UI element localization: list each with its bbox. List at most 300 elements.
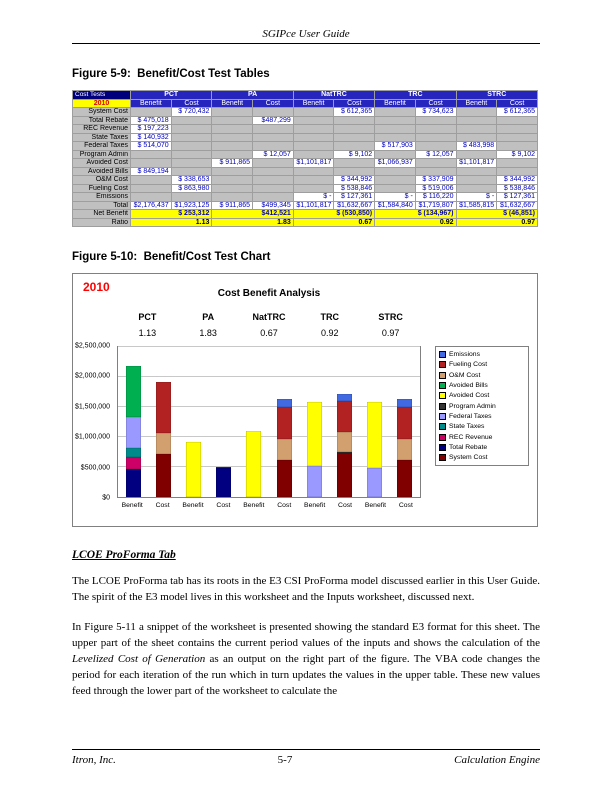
segment-emissions (277, 399, 292, 407)
y-tick-label: $1,000,000 (74, 433, 110, 441)
table-cell (212, 116, 253, 125)
bar-PCT-Cost (156, 347, 171, 497)
table-cell (212, 184, 253, 193)
y-tick-label: $2,500,000 (74, 342, 110, 350)
table-cell: $1,101,817 (293, 159, 334, 168)
table-cell (253, 133, 294, 142)
table-cell: $ - (456, 193, 497, 202)
table-cell: $ 514,070 (131, 142, 172, 151)
table-group-header: NatTRC (293, 91, 374, 100)
chart-group-header-row (117, 312, 421, 322)
chart-group-ratio: 0.97 (381, 328, 400, 338)
chart-ratio-row (117, 328, 421, 338)
x-axis-label: Cost (155, 502, 170, 509)
table-cell (375, 116, 416, 125)
table-cell: $ 127,361 (334, 193, 375, 202)
paragraph-2-text-b: as an output on the right part of the figure. The VBA code changes the period for each iteration of the run which in turn updates the values in the upper table. These new values feed through the lower part of the worksheet to calculate the (72, 652, 540, 697)
table-cell: $ 538,846 (497, 184, 538, 193)
table-cell (456, 176, 497, 185)
table-subheader-cell: Cost (253, 99, 294, 108)
table-net-cell: $ (46,851) (456, 210, 538, 219)
bar-slot (239, 347, 269, 497)
x-axis-labels (117, 502, 421, 509)
legend-item (439, 382, 525, 389)
legend-item (439, 403, 525, 410)
table-cell: $ 911,865 (212, 159, 253, 168)
legend-label: REC Revenue (449, 433, 493, 441)
table-total-row (73, 201, 538, 210)
table-cell (253, 159, 294, 168)
table-cell: $ 519,006 (415, 184, 456, 193)
segment-o-m-cost (277, 439, 292, 460)
table-subheader-row (73, 99, 538, 108)
table-cell (293, 184, 334, 193)
table-cell (253, 193, 294, 202)
table-cell (171, 142, 212, 151)
legend-label: Avoided Bills (449, 381, 488, 389)
table-cell (171, 116, 212, 125)
table-subheader-cell: Benefit (131, 99, 172, 108)
table-year-cell: 2010 (73, 99, 131, 108)
table-cell: $ 344,992 (497, 176, 538, 185)
table-cell (293, 108, 334, 117)
cost-benefit-analysis-chart (72, 273, 538, 527)
table-cell: $ 127,361 (497, 193, 538, 202)
table-cell (131, 150, 172, 159)
x-axis-label: Benefit (182, 502, 204, 509)
segment-system-cost (397, 460, 412, 497)
table-total-cell: $1,585,815 (456, 201, 497, 210)
row-label: Total (73, 201, 131, 210)
table-cell (293, 176, 334, 185)
bar-PCT-Benefit (126, 347, 141, 497)
table-subheader-cell: Benefit (212, 99, 253, 108)
table-cell (415, 142, 456, 151)
table-cell: $ 517,903 (375, 142, 416, 151)
table-cell: $ 475,018 (131, 116, 172, 125)
segment-federal-taxes (367, 468, 382, 497)
table-cell (334, 142, 375, 151)
legend-item (439, 392, 525, 399)
table-cell (497, 116, 538, 125)
paragraph-2-text-a: In Figure 5-11 a snippet of the worksheet is presented showing the standard E3 format for this sheet. The upper part of the sheet contains the current period values of the inputs and shows the calculation of the (72, 620, 540, 649)
table-ratio-cell: 0.92 (375, 218, 456, 227)
chart-year-label: 2010 (83, 280, 110, 294)
segment-total-rebate (216, 468, 231, 497)
table-cell (253, 125, 294, 134)
table-cell (253, 142, 294, 151)
legend-swatch (439, 372, 446, 379)
legend-swatch (439, 444, 446, 451)
figure-5-10-caption: Figure 5-10: Benefit/Cost Test Chart (72, 251, 271, 263)
legend-label: State Taxes (449, 423, 485, 431)
legend-swatch (439, 392, 446, 399)
bar-slot (329, 347, 359, 497)
table-cell (212, 125, 253, 134)
table-cell (293, 150, 334, 159)
table-cell: $ 12,057 (415, 150, 456, 159)
segment-fueling-cost (337, 401, 352, 432)
segment-rec-revenue (126, 457, 141, 469)
legend-label: Program Admin (449, 402, 496, 410)
table-cell (171, 125, 212, 134)
x-axis-label: Benefit (121, 502, 143, 509)
legend-item (439, 423, 525, 430)
table-row (73, 159, 538, 168)
table-cell (415, 167, 456, 176)
table-cell: $ 849,194 (131, 167, 172, 176)
paragraph-2-italic: Levelized Cost of Generation (72, 652, 206, 665)
row-label: System Cost (73, 108, 131, 117)
page-footer (72, 749, 540, 766)
table-cell (253, 108, 294, 117)
table-cell (253, 176, 294, 185)
table-total-cell: $2,176,437 (131, 201, 172, 210)
segment-avoided-cost (307, 402, 322, 466)
table-net-cell: $412,521 (212, 210, 293, 219)
segment-emissions (397, 399, 412, 407)
table-total-cell: $1,923,125 (171, 201, 212, 210)
table-cell (293, 133, 334, 142)
table-cell (171, 193, 212, 202)
legend-swatch (439, 454, 446, 461)
table-cell (334, 159, 375, 168)
segment-avoided-bills (126, 366, 141, 417)
table-cell (456, 108, 497, 117)
table-cell (131, 159, 172, 168)
table-ratio-cell: 0.67 (293, 218, 374, 227)
table-cell (456, 125, 497, 134)
x-axis-label: Benefit (243, 502, 265, 509)
row-label: Fueling Cost (73, 184, 131, 193)
row-label: Program Admin (73, 150, 131, 159)
table-row (73, 167, 538, 176)
segment-federal-taxes (126, 417, 141, 448)
chart-group-label: STRC (378, 312, 403, 322)
table-cell (497, 133, 538, 142)
paragraph-2 (72, 620, 540, 700)
table-cell (293, 116, 334, 125)
segment-avoided-cost (186, 442, 201, 497)
section-heading: LCOE ProForma Tab (72, 549, 176, 561)
table-row (73, 133, 538, 142)
bar-slot (269, 347, 299, 497)
row-label: Federal Taxes (73, 142, 131, 151)
table-cell: $ - (293, 193, 334, 202)
table-cell (375, 184, 416, 193)
segment-avoided-cost (367, 402, 382, 468)
bar-slot (299, 347, 329, 497)
legend-label: O&M Cost (449, 371, 481, 379)
table-cell (334, 133, 375, 142)
table-cell: $ 337,909 (415, 176, 456, 185)
table-cell: $ 612,365 (497, 108, 538, 117)
chart-group-ratio: 1.13 (138, 328, 157, 338)
table-cell (171, 133, 212, 142)
table-cell (497, 142, 538, 151)
bar-NatTRC-Cost (277, 347, 292, 497)
table-cell: $1,066,937 (375, 159, 416, 168)
table-cell (415, 125, 456, 134)
legend-swatch (439, 403, 446, 410)
table-cell (212, 193, 253, 202)
legend-label: Total Rebate (449, 443, 488, 451)
table-group-header: PA (212, 91, 293, 100)
table-cell (212, 167, 253, 176)
bar-slot (178, 347, 208, 497)
table-group-header: PCT (131, 91, 212, 100)
table-cell (212, 176, 253, 185)
bar-slot (209, 347, 239, 497)
bar-slot (360, 347, 390, 497)
legend-item (439, 372, 525, 379)
y-tick-label: $2,000,000 (74, 372, 110, 380)
table-cell (131, 108, 172, 117)
row-label: Emissions (73, 193, 131, 202)
table-ratio-cell: 0.97 (456, 218, 538, 227)
table-ratio-cell: 1.83 (212, 218, 293, 227)
table-cell (131, 176, 172, 185)
table-cell (456, 167, 497, 176)
segment-fueling-cost (156, 382, 171, 434)
row-label: O&M Cost (73, 176, 131, 185)
chart-title: Cost Benefit Analysis (217, 288, 321, 299)
table-cell: $487,299 (253, 116, 294, 125)
table-cell: $ 538,846 (334, 184, 375, 193)
legend-swatch (439, 413, 446, 420)
legend-item (439, 351, 525, 358)
table-total-cell: $1,632,667 (497, 201, 538, 210)
table-cell (375, 176, 416, 185)
row-label: Ratio (73, 218, 131, 227)
table-row (73, 108, 538, 117)
legend-item (439, 444, 525, 451)
row-label: Avoided Cost (73, 159, 131, 168)
segment-system-cost (277, 460, 292, 497)
bar-TRC-Cost (337, 347, 352, 497)
chart-group-ratio: 1.83 (199, 328, 217, 338)
table-cell (415, 133, 456, 142)
paragraph-1 (72, 574, 540, 606)
segment-fueling-cost (277, 407, 292, 439)
table-cell (456, 133, 497, 142)
table-total-cell: $1,584,840 (375, 201, 416, 210)
footer-company: Itron, Inc. (72, 754, 116, 766)
chart-group-label: PA (202, 312, 215, 322)
table-cell: $ 116,220 (415, 193, 456, 202)
table-subheader-cell: Cost (415, 99, 456, 108)
x-axis-label: Cost (398, 502, 413, 509)
table-cell (375, 133, 416, 142)
table-cell (212, 142, 253, 151)
table-row (73, 193, 538, 202)
table-cell (497, 159, 538, 168)
table-cell (497, 125, 538, 134)
bar-STRC-Benefit (367, 347, 382, 497)
table-row (73, 176, 538, 185)
segment-o-m-cost (337, 432, 352, 452)
table-cell (171, 159, 212, 168)
table-cell (497, 167, 538, 176)
chart-legend (435, 346, 529, 466)
table-corner-cell: Cost Tests (73, 91, 131, 100)
table-cell (212, 133, 253, 142)
x-axis-label: Cost (216, 502, 231, 509)
bar-TRC-Benefit (307, 347, 322, 497)
table-cell (456, 184, 497, 193)
table-cell (293, 167, 334, 176)
table-cell (334, 167, 375, 176)
x-axis-label: Cost (338, 502, 353, 509)
table-cell (131, 184, 172, 193)
table-total-cell: $1,719,807 (415, 201, 456, 210)
row-label: Avoided Bills (73, 167, 131, 176)
legend-item (439, 413, 525, 420)
plot-area (117, 346, 421, 498)
legend-item (439, 434, 525, 441)
chart-group-label: TRC (320, 312, 340, 322)
segment-avoided-cost (246, 431, 261, 497)
table-cell (375, 167, 416, 176)
legend-swatch (439, 382, 446, 389)
table-net-cell: $ (530,850) (293, 210, 374, 219)
header-title: SGIPce User Guide (262, 28, 350, 40)
row-label: Total Rebate (73, 116, 131, 125)
figure-5-9-caption: Figure 5-9: Benefit/Cost Test Tables (72, 68, 270, 80)
table-cell: $ 612,365 (334, 108, 375, 117)
segment-state-taxes (126, 448, 141, 456)
segment-o-m-cost (156, 433, 171, 453)
table-subheader-cell: Benefit (456, 99, 497, 108)
table-cell (212, 108, 253, 117)
segment-total-rebate (126, 469, 141, 498)
table-subheader-cell: Cost (171, 99, 212, 108)
table-cell (415, 159, 456, 168)
table-cell: $ 344,992 (334, 176, 375, 185)
table-total-cell: $499,345 (253, 201, 294, 210)
row-label: REC Revenue (73, 125, 131, 134)
table-cell (415, 116, 456, 125)
table-subheader-cell: Cost (334, 99, 375, 108)
legend-label: System Cost (449, 454, 488, 462)
table-cell (334, 125, 375, 134)
bar-PA-Benefit (186, 347, 201, 497)
y-tick-label: $0 (102, 494, 110, 502)
legend-label: Avoided Cost (449, 392, 490, 400)
x-axis-label: Cost (277, 502, 292, 509)
legend-label: Fueling Cost (449, 361, 488, 369)
table-total-cell: $1,632,667 (334, 201, 375, 210)
table-cell: $ 720,432 (171, 108, 212, 117)
y-tick-label: $1,500,000 (74, 403, 110, 411)
table-cell (293, 142, 334, 151)
table-row (73, 184, 538, 193)
legend-swatch (439, 351, 446, 358)
table-row (73, 116, 538, 125)
legend-label: Emissions (449, 351, 480, 358)
table-cell (456, 116, 497, 125)
legend-item (439, 454, 525, 461)
chart-group-label: NatTRC (252, 312, 286, 322)
legend-item (439, 361, 525, 368)
table-subheader-cell: Benefit (375, 99, 416, 108)
footer-section: Calculation Engine (454, 754, 540, 766)
segment-system-cost (156, 454, 171, 497)
table-total-cell: $ 911,865 (212, 201, 253, 210)
segment-system-cost (337, 453, 352, 497)
row-label: Net Benefit (73, 210, 131, 219)
table-cell (375, 108, 416, 117)
table-net-cell: $ (134,967) (375, 210, 456, 219)
bar-STRC-Cost (397, 347, 412, 497)
table-cell (253, 184, 294, 193)
table-cell: $ - (375, 193, 416, 202)
table-row (73, 150, 538, 159)
table-cell (171, 150, 212, 159)
table-group-header: TRC (375, 91, 456, 100)
y-tick-label: $500,000 (80, 464, 110, 472)
table-cell (375, 125, 416, 134)
legend-swatch (439, 423, 446, 430)
legend-label: Federal Taxes (449, 412, 492, 420)
table-ratio-row (73, 218, 538, 227)
table-cell: $ 197,223 (131, 125, 172, 134)
bar-NatTRC-Benefit (246, 347, 261, 497)
table-cell: $ 140,932 (131, 133, 172, 142)
benefit-cost-test-table (72, 90, 538, 227)
bar-PA-Cost (216, 347, 231, 497)
legend-swatch (439, 434, 446, 441)
y-axis (73, 342, 113, 502)
table-cell (456, 150, 497, 159)
table-cell: $ 9,102 (497, 150, 538, 159)
table-net-cell: $ 253,312 (131, 210, 212, 219)
table-row (73, 142, 538, 151)
table-cell (212, 150, 253, 159)
table-ratio-cell: 1.13 (131, 218, 212, 227)
segment-fueling-cost (397, 407, 412, 439)
table-subheader-cell: Cost (497, 99, 538, 108)
table-row (73, 125, 538, 134)
table-cell (375, 150, 416, 159)
page-content (72, 28, 540, 714)
x-axis-label: Benefit (304, 502, 326, 509)
bars-container (118, 347, 420, 497)
table-cell: $ 9,102 (334, 150, 375, 159)
segment-o-m-cost (397, 439, 412, 460)
page-header (72, 28, 540, 44)
table-header-row (73, 91, 538, 100)
chart-group-ratio: 0.67 (260, 328, 278, 338)
segment-federal-taxes (307, 466, 322, 497)
table-group-header: STRC (456, 91, 538, 100)
footer-page-number: 5-7 (277, 754, 293, 766)
table-subheader-cell: Benefit (293, 99, 334, 108)
table-cell: $1,101,817 (456, 159, 497, 168)
chart-group-ratio: 0.92 (321, 328, 339, 338)
table-cell: $ 734,623 (415, 108, 456, 117)
bar-slot (148, 347, 178, 497)
bar-slot (118, 347, 148, 497)
table-cell (334, 116, 375, 125)
table-total-cell: $1,101,817 (293, 201, 334, 210)
segment-emissions (337, 394, 352, 401)
table-cell: $ 12,057 (253, 150, 294, 159)
legend-swatch (439, 361, 446, 368)
table-cell: $ 338,653 (171, 176, 212, 185)
table-cell (253, 167, 294, 176)
table-cell (171, 167, 212, 176)
